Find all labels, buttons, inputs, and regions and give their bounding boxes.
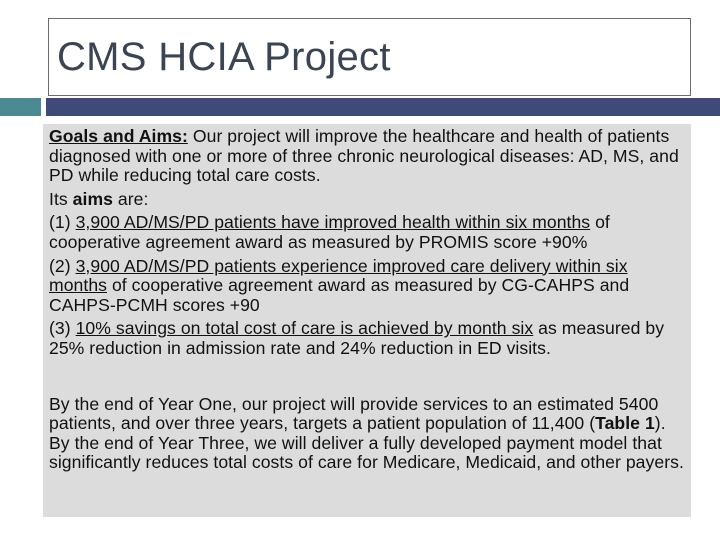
aim-2-number: (2) bbox=[49, 255, 76, 276]
aim-2 bbox=[49, 257, 687, 316]
aims-prefix: Its bbox=[49, 188, 73, 209]
accent-bar-right bbox=[46, 98, 720, 116]
aim-1-rest: of cooperative agreement award as measured by PROMIS score +90% bbox=[49, 212, 610, 252]
title-box bbox=[48, 18, 691, 96]
goals-paragraph bbox=[49, 127, 687, 186]
aim-3-rest: as measured by 25% reduction in admission rate and 24% reduction in ED visits. bbox=[49, 318, 665, 358]
aims-word: aims bbox=[72, 188, 113, 209]
aim-2-rest: of cooperative agreement award as measured by CG-CAHPS and CAHPS-PCMH scores +90 bbox=[49, 275, 630, 315]
aim-1-underlined: 3,900 AD/MS/PD patients have improved health within six months bbox=[75, 212, 591, 233]
accent-bar-left bbox=[0, 98, 41, 116]
aims-suffix: are: bbox=[112, 188, 149, 209]
goals-text: Our project will improve the healthcare and health of patients diagnosed with one or more of three chronic neurological diseases: AD, MS, and PD while reducing total care costs. bbox=[49, 126, 679, 186]
goals-label: Goals and Aims: bbox=[49, 126, 188, 146]
aim-1-number: (1) bbox=[49, 212, 76, 233]
aim-3-underlined: 10% savings on total cost of care is achieved by month six bbox=[75, 318, 534, 339]
year-one-paragraph bbox=[49, 395, 687, 473]
aim-3 bbox=[49, 319, 687, 358]
aim-2-underlined: 3,900 AD/MS/PD patients experience improved care delivery within six months bbox=[49, 255, 628, 296]
aim-1 bbox=[49, 213, 687, 252]
content-box bbox=[43, 124, 691, 517]
table-reference: Table 1 bbox=[595, 413, 655, 434]
slide-title: CMS HCIA Project bbox=[57, 35, 391, 79]
year-one-text-b: ). By the end of Year Three, we will deliver a fully developed payment model that significantly reduces total costs of care for Medicare, Medicaid, and other payers. bbox=[49, 413, 684, 473]
year-one-text-a: By the end of Year One, our project will provide services to an estimated 5400 patients, and over three years, targets a patient population of 11,400 ( bbox=[49, 393, 659, 434]
aim-3-number: (3) bbox=[49, 318, 76, 339]
aims-intro bbox=[49, 190, 687, 210]
